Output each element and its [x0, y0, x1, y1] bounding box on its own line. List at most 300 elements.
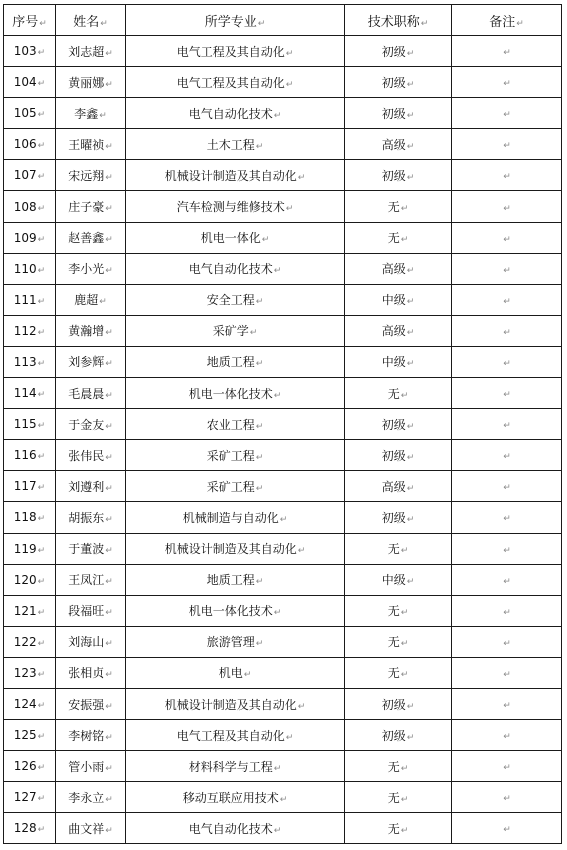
paragraph-mark-icon: ↵ — [105, 79, 113, 90]
paragraph-mark-icon: ↵ — [503, 483, 511, 494]
cell-name — [56, 222, 126, 253]
cell-name — [56, 533, 126, 564]
cell-no-text: 106 — [13, 137, 37, 152]
cell-title — [345, 346, 452, 377]
cell-no — [4, 502, 56, 533]
paragraph-mark-icon: ↵ — [400, 670, 409, 681]
cell-major — [126, 471, 345, 502]
paragraph-mark-icon: ↵ — [243, 670, 252, 681]
paragraph-mark-icon: ↵ — [105, 421, 113, 432]
cell-name-text: 李永立 — [68, 790, 105, 805]
paragraph-mark-icon: ↵ — [503, 638, 511, 649]
cell-note — [452, 222, 562, 253]
paragraph-mark-icon: ↵ — [406, 701, 415, 712]
cell-no-text: 121 — [13, 603, 37, 618]
cell-no — [4, 564, 56, 595]
paragraph-mark-icon: ↵ — [37, 296, 46, 307]
table-row — [4, 67, 562, 98]
paragraph-mark-icon: ↵ — [503, 390, 511, 401]
cell-title-text: 无 — [387, 790, 400, 805]
paragraph-mark-icon: ↵ — [285, 79, 294, 90]
paragraph-mark-icon: ↵ — [37, 327, 46, 338]
paragraph-mark-icon: ↵ — [406, 172, 415, 183]
paragraph-mark-icon: ↵ — [105, 359, 113, 370]
cell-no-text: 110 — [13, 261, 37, 276]
paragraph-mark-icon: ↵ — [273, 763, 282, 774]
paragraph-mark-icon: ↵ — [255, 141, 264, 152]
cell-major — [126, 533, 345, 564]
cell-major — [126, 160, 345, 191]
paragraph-mark-icon: ↵ — [37, 390, 46, 401]
header-no: 序号↵ — [4, 5, 56, 36]
paragraph-mark-icon: ↵ — [503, 79, 511, 90]
cell-no — [4, 688, 56, 719]
cell-title — [345, 409, 452, 440]
table-row — [4, 346, 562, 377]
cell-major-text: 土木工程 — [206, 137, 255, 152]
cell-no-text: 119 — [13, 541, 37, 556]
header-major: 所学专业↵ — [126, 5, 345, 36]
paragraph-mark-icon: ↵ — [257, 18, 266, 29]
paragraph-mark-icon: ↵ — [37, 141, 46, 152]
cell-major-text: 机电一体化 — [200, 231, 261, 246]
table-row — [4, 626, 562, 657]
paragraph-mark-icon: ↵ — [503, 421, 511, 432]
cell-no — [4, 595, 56, 626]
cell-title-text: 中级 — [381, 573, 406, 588]
cell-major — [126, 657, 345, 688]
paragraph-mark-icon: ↵ — [503, 452, 511, 463]
cell-name-text: 李鑫 — [74, 106, 99, 121]
paragraph-mark-icon: ↵ — [255, 421, 264, 432]
cell-title-text: 中级 — [381, 293, 406, 308]
table-row — [4, 98, 562, 129]
cell-name-text: 段福旺 — [68, 604, 105, 619]
table-row — [4, 720, 562, 751]
paragraph-mark-icon: ↵ — [37, 514, 46, 525]
cell-note — [452, 471, 562, 502]
paragraph-mark-icon: ↵ — [503, 110, 511, 121]
table-row — [4, 409, 562, 440]
cell-name — [56, 253, 126, 284]
cell-name-text: 刘海山 — [68, 635, 105, 650]
cell-note — [452, 813, 562, 844]
cell-major — [126, 315, 345, 346]
cell-note — [452, 284, 562, 315]
cell-no-text: 117 — [13, 479, 37, 494]
paragraph-mark-icon: ↵ — [99, 297, 107, 308]
paragraph-mark-icon: ↵ — [406, 141, 415, 152]
cell-major-text: 移动互联应用技术 — [182, 790, 279, 805]
cell-note — [452, 595, 562, 626]
cell-note — [452, 346, 562, 377]
paragraph-mark-icon: ↵ — [105, 701, 113, 712]
cell-name — [56, 440, 126, 471]
table-row — [4, 502, 562, 533]
cell-major — [126, 440, 345, 471]
cell-title — [345, 813, 452, 844]
paragraph-mark-icon: ↵ — [273, 110, 282, 121]
cell-no — [4, 782, 56, 813]
cell-major — [126, 751, 345, 782]
paragraph-mark-icon: ↵ — [400, 546, 409, 557]
cell-title — [345, 191, 452, 222]
cell-no-text: 116 — [13, 448, 37, 463]
cell-title — [345, 315, 452, 346]
cell-major-text: 汽车检测与维修技术 — [176, 200, 285, 215]
cell-major-text: 机电 — [218, 666, 243, 681]
paragraph-mark-icon: ↵ — [105, 825, 113, 836]
cell-no-text: 127 — [13, 790, 37, 805]
cell-major-text: 农业工程 — [206, 417, 255, 432]
paragraph-mark-icon: ↵ — [261, 235, 270, 246]
paragraph-mark-icon: ↵ — [400, 825, 409, 836]
paragraph-mark-icon: ↵ — [37, 452, 46, 463]
cell-name — [56, 813, 126, 844]
cell-title-text: 无 — [387, 821, 400, 836]
paragraph-mark-icon: ↵ — [255, 452, 264, 463]
table-row — [4, 284, 562, 315]
cell-no — [4, 657, 56, 688]
cell-title-text: 高级 — [381, 324, 406, 339]
paragraph-mark-icon: ↵ — [406, 732, 415, 743]
paragraph-mark-icon: ↵ — [503, 327, 511, 338]
paragraph-mark-icon: ↵ — [503, 732, 511, 743]
cell-name-text: 李小光 — [68, 262, 105, 277]
cell-no-text: 111 — [13, 292, 37, 307]
cell-note — [452, 98, 562, 129]
cell-no-text: 107 — [13, 168, 37, 183]
cell-major-text: 机械设计制造及其自动化 — [164, 168, 297, 183]
cell-no — [4, 440, 56, 471]
cell-no — [4, 222, 56, 253]
paragraph-mark-icon: ↵ — [255, 483, 264, 494]
cell-no-text: 104 — [13, 75, 37, 90]
paragraph-mark-icon: ↵ — [406, 359, 415, 370]
paragraph-mark-icon: ↵ — [255, 639, 264, 650]
paragraph-mark-icon: ↵ — [255, 297, 264, 308]
table-row — [4, 595, 562, 626]
paragraph-mark-icon: ↵ — [273, 825, 282, 836]
paragraph-mark-icon: ↵ — [503, 576, 511, 587]
cell-major-text: 机械设计制造及其自动化 — [164, 542, 297, 557]
paragraph-mark-icon: ↵ — [503, 763, 511, 774]
cell-title — [345, 67, 452, 98]
cell-no — [4, 409, 56, 440]
cell-name-text: 李树铭 — [68, 728, 105, 743]
paragraph-mark-icon: ↵ — [420, 18, 429, 29]
cell-no-text: 123 — [13, 665, 37, 680]
cell-major — [126, 782, 345, 813]
paragraph-mark-icon: ↵ — [37, 763, 46, 774]
cell-name — [56, 751, 126, 782]
cell-title — [345, 564, 452, 595]
paragraph-mark-icon: ↵ — [503, 701, 511, 712]
table-header — [4, 5, 562, 36]
paragraph-mark-icon: ↵ — [503, 545, 511, 556]
personnel-table — [3, 4, 562, 844]
cell-major-text: 机械设计制造及其自动化 — [164, 697, 297, 712]
paragraph-mark-icon: ↵ — [37, 421, 46, 432]
cell-no — [4, 67, 56, 98]
header-title: 技术职称↵ — [345, 5, 452, 36]
table-row — [4, 782, 562, 813]
cell-name-text: 胡振东 — [68, 510, 105, 525]
cell-name — [56, 98, 126, 129]
cell-name — [56, 409, 126, 440]
header-row — [4, 5, 562, 36]
cell-no-text: 113 — [13, 354, 37, 369]
cell-name-text: 管小雨 — [68, 759, 105, 774]
cell-name — [56, 315, 126, 346]
cell-major — [126, 626, 345, 657]
cell-title-text: 无 — [387, 542, 400, 557]
cell-note — [452, 129, 562, 160]
cell-note — [452, 502, 562, 533]
cell-no — [4, 284, 56, 315]
cell-no-text: 115 — [13, 417, 37, 432]
cell-no-text: 103 — [13, 44, 37, 59]
cell-title-text: 初级 — [381, 168, 406, 183]
cell-title — [345, 626, 452, 657]
cell-major-text: 电气自动化技术 — [188, 262, 273, 277]
paragraph-mark-icon: ↵ — [503, 825, 511, 836]
paragraph-mark-icon: ↵ — [105, 48, 113, 59]
cell-note — [452, 315, 562, 346]
paragraph-mark-icon: ↵ — [503, 234, 511, 245]
cell-major-text: 电气工程及其自动化 — [176, 75, 285, 90]
paragraph-mark-icon: ↵ — [105, 266, 113, 277]
cell-name — [56, 378, 126, 409]
cell-no — [4, 533, 56, 564]
cell-no — [4, 315, 56, 346]
cell-note — [452, 720, 562, 751]
paragraph-mark-icon: ↵ — [279, 794, 288, 805]
cell-name — [56, 346, 126, 377]
paragraph-mark-icon: ↵ — [285, 48, 294, 59]
cell-no-text: 120 — [13, 572, 37, 587]
header-note: 备注↵ — [452, 5, 562, 36]
paragraph-mark-icon: ↵ — [503, 794, 511, 805]
cell-note — [452, 409, 562, 440]
paragraph-mark-icon: ↵ — [105, 732, 113, 743]
cell-title — [345, 533, 452, 564]
cell-no-text: 105 — [13, 106, 37, 121]
paragraph-mark-icon: ↵ — [406, 452, 415, 463]
paragraph-mark-icon: ↵ — [503, 203, 511, 214]
paragraph-mark-icon: ↵ — [285, 732, 294, 743]
paragraph-mark-icon: ↵ — [37, 483, 46, 494]
cell-note — [452, 657, 562, 688]
cell-title-text: 初级 — [381, 728, 406, 743]
cell-title-text: 无 — [387, 200, 400, 215]
cell-no-text: 112 — [13, 323, 37, 338]
paragraph-mark-icon: ↵ — [37, 172, 46, 183]
cell-no-text: 114 — [13, 386, 37, 401]
paragraph-mark-icon: ↵ — [400, 608, 409, 619]
table-row — [4, 751, 562, 782]
paragraph-mark-icon: ↵ — [37, 638, 46, 649]
cell-title-text: 中级 — [381, 355, 406, 370]
cell-title — [345, 222, 452, 253]
cell-name-text: 庄子豪 — [68, 200, 105, 215]
cell-no — [4, 36, 56, 67]
paragraph-mark-icon: ↵ — [503, 296, 511, 307]
paragraph-mark-icon: ↵ — [400, 639, 409, 650]
cell-title — [345, 284, 452, 315]
paragraph-mark-icon: ↵ — [37, 545, 46, 556]
table-row — [4, 813, 562, 844]
paragraph-mark-icon: ↵ — [105, 763, 113, 774]
cell-name-text: 王凤江 — [68, 573, 105, 588]
cell-name-text: 赵善鑫 — [68, 231, 105, 246]
cell-name — [56, 502, 126, 533]
paragraph-mark-icon: ↵ — [37, 358, 46, 369]
cell-note — [452, 626, 562, 657]
cell-title — [345, 36, 452, 67]
cell-title — [345, 378, 452, 409]
table-row — [4, 253, 562, 284]
cell-major — [126, 253, 345, 284]
paragraph-mark-icon: ↵ — [406, 110, 415, 121]
cell-title-text: 高级 — [381, 479, 406, 494]
cell-name-text: 曲文祥 — [68, 821, 105, 836]
cell-title-text: 无 — [387, 386, 400, 401]
cell-no — [4, 471, 56, 502]
cell-title-text: 无 — [387, 759, 400, 774]
paragraph-mark-icon: ↵ — [39, 18, 47, 29]
paragraph-mark-icon: ↵ — [503, 607, 511, 618]
paragraph-mark-icon: ↵ — [297, 546, 306, 557]
cell-major-text: 采矿学 — [212, 324, 249, 339]
table-row — [4, 440, 562, 471]
paragraph-mark-icon: ↵ — [255, 577, 264, 588]
paragraph-mark-icon: ↵ — [297, 701, 306, 712]
cell-major-text: 电气自动化技术 — [188, 821, 273, 836]
cell-title — [345, 98, 452, 129]
paragraph-mark-icon: ↵ — [37, 79, 46, 90]
cell-title — [345, 782, 452, 813]
paragraph-mark-icon: ↵ — [37, 669, 46, 680]
paragraph-mark-icon: ↵ — [105, 794, 113, 805]
cell-title-text: 无 — [387, 635, 400, 650]
cell-title — [345, 502, 452, 533]
paragraph-mark-icon: ↵ — [105, 172, 113, 183]
cell-title-text: 初级 — [381, 106, 406, 121]
cell-name — [56, 688, 126, 719]
cell-no-text: 124 — [13, 697, 37, 712]
table-row — [4, 222, 562, 253]
paragraph-mark-icon: ↵ — [37, 701, 46, 712]
cell-major — [126, 502, 345, 533]
cell-name-text: 刘遵利 — [68, 479, 105, 494]
cell-major — [126, 720, 345, 751]
paragraph-mark-icon: ↵ — [37, 732, 46, 743]
cell-title-text: 无 — [387, 604, 400, 619]
paragraph-mark-icon: ↵ — [503, 669, 511, 680]
cell-title — [345, 688, 452, 719]
cell-major-text: 地质工程 — [206, 355, 255, 370]
cell-name-text: 毛晨晨 — [68, 386, 105, 401]
paragraph-mark-icon: ↵ — [37, 234, 46, 245]
cell-title — [345, 440, 452, 471]
cell-major-text: 机电一体化技术 — [188, 386, 273, 401]
cell-major — [126, 378, 345, 409]
cell-no — [4, 253, 56, 284]
paragraph-mark-icon: ↵ — [105, 670, 113, 681]
cell-title-text: 初级 — [381, 44, 406, 59]
cell-major — [126, 346, 345, 377]
cell-name-text: 张伟民 — [68, 448, 105, 463]
cell-title — [345, 160, 452, 191]
paragraph-mark-icon: ↵ — [503, 514, 511, 525]
cell-major — [126, 67, 345, 98]
cell-no — [4, 98, 56, 129]
paragraph-mark-icon: ↵ — [285, 204, 294, 215]
cell-title — [345, 595, 452, 626]
cell-major — [126, 36, 345, 67]
paragraph-mark-icon: ↵ — [37, 607, 46, 618]
paragraph-mark-icon: ↵ — [400, 763, 409, 774]
cell-title-text: 初级 — [381, 417, 406, 432]
paragraph-mark-icon: ↵ — [100, 18, 108, 29]
cell-major — [126, 129, 345, 160]
cell-no — [4, 720, 56, 751]
cell-name-text: 于金友 — [68, 417, 105, 432]
cell-title — [345, 253, 452, 284]
header-name: 姓名↵ — [56, 5, 126, 36]
cell-major-text: 电气自动化技术 — [188, 106, 273, 121]
cell-note — [452, 253, 562, 284]
cell-no — [4, 813, 56, 844]
cell-major — [126, 98, 345, 129]
paragraph-mark-icon: ↵ — [37, 203, 46, 214]
cell-title — [345, 720, 452, 751]
cell-major-text: 机电一体化技术 — [188, 604, 273, 619]
table-row — [4, 191, 562, 222]
cell-title-text: 初级 — [381, 697, 406, 712]
cell-note — [452, 191, 562, 222]
cell-name — [56, 595, 126, 626]
paragraph-mark-icon: ↵ — [400, 390, 409, 401]
cell-no — [4, 346, 56, 377]
cell-major — [126, 222, 345, 253]
cell-title-text: 无 — [387, 666, 400, 681]
paragraph-mark-icon: ↵ — [255, 359, 264, 370]
paragraph-mark-icon: ↵ — [400, 794, 409, 805]
paragraph-mark-icon: ↵ — [503, 358, 511, 369]
cell-no — [4, 191, 56, 222]
cell-major-text: 地质工程 — [206, 573, 255, 588]
table-row — [4, 315, 562, 346]
paragraph-mark-icon: ↵ — [105, 204, 113, 215]
paragraph-mark-icon: ↵ — [406, 514, 415, 525]
cell-name-text: 刘参辉 — [68, 355, 105, 370]
cell-name — [56, 720, 126, 751]
paragraph-mark-icon: ↵ — [503, 48, 511, 59]
cell-name — [56, 284, 126, 315]
cell-title-text: 初级 — [381, 448, 406, 463]
paragraph-mark-icon: ↵ — [503, 172, 511, 183]
cell-title-text: 高级 — [381, 137, 406, 152]
paragraph-mark-icon: ↵ — [37, 794, 46, 805]
paragraph-mark-icon: ↵ — [105, 514, 113, 525]
paragraph-mark-icon: ↵ — [105, 328, 113, 339]
paragraph-mark-icon: ↵ — [37, 576, 46, 587]
table-row — [4, 471, 562, 502]
cell-note — [452, 440, 562, 471]
cell-major-text: 安全工程 — [206, 293, 255, 308]
